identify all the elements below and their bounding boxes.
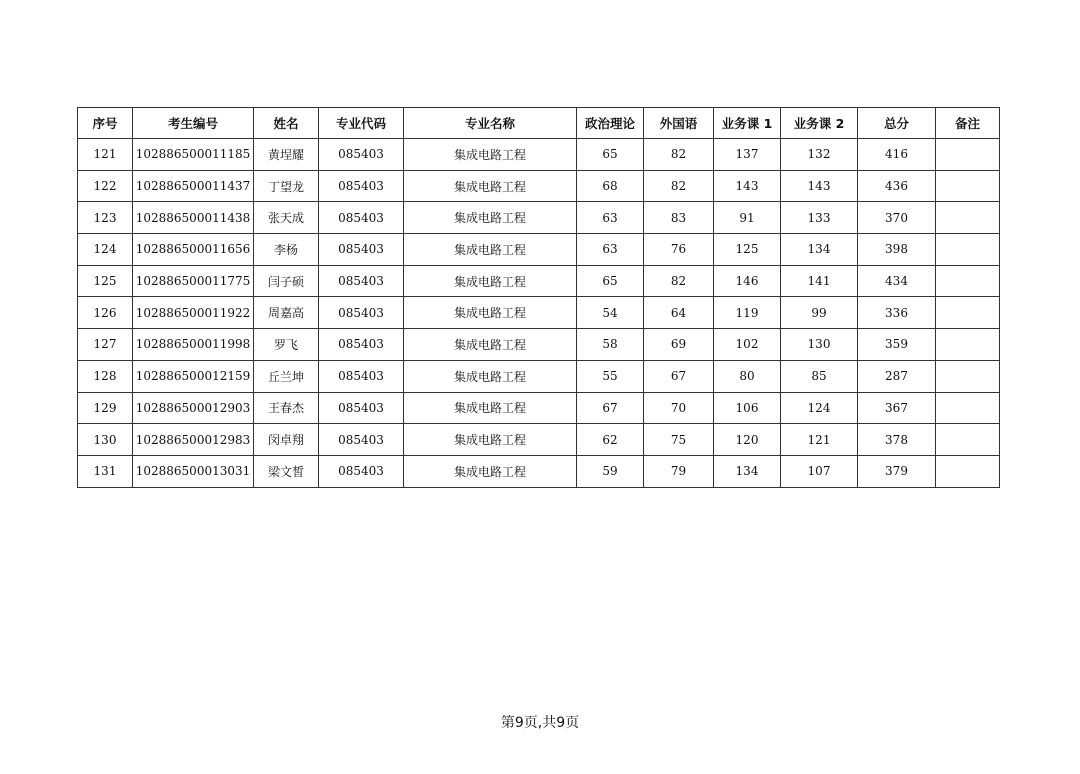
cell-candidate-id: 102886500012903 [133, 392, 254, 424]
cell-politics: 54 [577, 297, 644, 329]
cell-remarks [936, 329, 1000, 361]
table-row [78, 392, 1000, 424]
header-total: 总分 [858, 108, 936, 139]
cell-major-name: 集成电路工程 [404, 455, 577, 487]
cell-subject-2: 134 [781, 234, 858, 266]
cell-subject-2: 132 [781, 139, 858, 171]
cell-remarks [936, 139, 1000, 171]
cell-foreign-language: 82 [644, 139, 714, 171]
cell-politics: 59 [577, 455, 644, 487]
header-politics: 政治理论 [577, 108, 644, 139]
cell-politics: 67 [577, 392, 644, 424]
cell-total: 367 [858, 392, 936, 424]
table-row [78, 202, 1000, 234]
cell-subject-1: 137 [714, 139, 781, 171]
cell-name: 张天成 [254, 202, 319, 234]
table-row [78, 455, 1000, 487]
cell-total: 436 [858, 170, 936, 202]
cell-candidate-id: 102886500012983 [133, 424, 254, 456]
cell-politics: 65 [577, 139, 644, 171]
cell-total: 370 [858, 202, 936, 234]
table-row [78, 170, 1000, 202]
cell-major-name: 集成电路工程 [404, 297, 577, 329]
cell-major-code: 085403 [319, 139, 404, 171]
cell-candidate-id: 102886500012159 [133, 360, 254, 392]
cell-foreign-language: 76 [644, 234, 714, 266]
cell-foreign-language: 69 [644, 329, 714, 361]
table-row [78, 139, 1000, 171]
cell-candidate-id: 102886500011775 [133, 265, 254, 297]
cell-name: 黄埕耀 [254, 139, 319, 171]
cell-subject-1: 102 [714, 329, 781, 361]
cell-major-code: 085403 [319, 297, 404, 329]
header-foreign-language: 外国语 [644, 108, 714, 139]
cell-candidate-id: 102886500013031 [133, 455, 254, 487]
cell-candidate-id: 102886500011998 [133, 329, 254, 361]
cell-remarks [936, 170, 1000, 202]
table-row [78, 265, 1000, 297]
cell-foreign-language: 75 [644, 424, 714, 456]
cell-subject-2: 99 [781, 297, 858, 329]
cell-major-code: 085403 [319, 202, 404, 234]
cell-major-code: 085403 [319, 392, 404, 424]
cell-name: 丘兰坤 [254, 360, 319, 392]
cell-subject-1: 91 [714, 202, 781, 234]
header-remarks: 备注 [936, 108, 1000, 139]
cell-remarks [936, 424, 1000, 456]
cell-major-code: 085403 [319, 424, 404, 456]
cell-seq: 124 [78, 234, 133, 266]
cell-politics: 62 [577, 424, 644, 456]
cell-subject-1: 143 [714, 170, 781, 202]
cell-total: 379 [858, 455, 936, 487]
cell-seq: 122 [78, 170, 133, 202]
score-table [77, 107, 1000, 488]
header-major-code: 专业代码 [319, 108, 404, 139]
cell-subject-2: 121 [781, 424, 858, 456]
header-seq: 序号 [78, 108, 133, 139]
cell-major-name: 集成电路工程 [404, 265, 577, 297]
table-row [78, 234, 1000, 266]
cell-major-code: 085403 [319, 234, 404, 266]
cell-total: 336 [858, 297, 936, 329]
cell-name: 罗飞 [254, 329, 319, 361]
cell-major-code: 085403 [319, 329, 404, 361]
cell-total: 378 [858, 424, 936, 456]
cell-name: 闵卓翔 [254, 424, 319, 456]
cell-major-name: 集成电路工程 [404, 392, 577, 424]
cell-name: 梁文皙 [254, 455, 319, 487]
cell-seq: 129 [78, 392, 133, 424]
header-subject-1: 业务课 1 [714, 108, 781, 139]
cell-candidate-id: 102886500011437 [133, 170, 254, 202]
cell-major-name: 集成电路工程 [404, 202, 577, 234]
cell-remarks [936, 202, 1000, 234]
page-number: 第9页,共9页 [500, 715, 580, 731]
cell-foreign-language: 82 [644, 170, 714, 202]
cell-seq: 125 [78, 265, 133, 297]
header-name: 姓名 [254, 108, 319, 139]
cell-candidate-id: 102886500011185 [133, 139, 254, 171]
cell-name: 丁望龙 [254, 170, 319, 202]
cell-remarks [936, 265, 1000, 297]
cell-subject-1: 120 [714, 424, 781, 456]
header-major-name: 专业名称 [404, 108, 577, 139]
table-body [78, 139, 1000, 488]
cell-total: 287 [858, 360, 936, 392]
cell-major-name: 集成电路工程 [404, 360, 577, 392]
cell-politics: 55 [577, 360, 644, 392]
header-candidate-id: 考生编号 [133, 108, 254, 139]
cell-subject-2: 124 [781, 392, 858, 424]
cell-foreign-language: 79 [644, 455, 714, 487]
cell-seq: 131 [78, 455, 133, 487]
cell-remarks [936, 234, 1000, 266]
cell-seq: 123 [78, 202, 133, 234]
cell-total: 434 [858, 265, 936, 297]
cell-subject-1: 125 [714, 234, 781, 266]
cell-remarks [936, 297, 1000, 329]
cell-foreign-language: 70 [644, 392, 714, 424]
cell-subject-1: 119 [714, 297, 781, 329]
cell-foreign-language: 67 [644, 360, 714, 392]
cell-remarks [936, 360, 1000, 392]
cell-seq: 130 [78, 424, 133, 456]
cell-subject-1: 106 [714, 392, 781, 424]
table-row [78, 360, 1000, 392]
cell-major-code: 085403 [319, 360, 404, 392]
cell-total: 398 [858, 234, 936, 266]
cell-seq: 121 [78, 139, 133, 171]
cell-foreign-language: 82 [644, 265, 714, 297]
cell-seq: 128 [78, 360, 133, 392]
table-row [78, 297, 1000, 329]
table-row [78, 329, 1000, 361]
cell-subject-2: 141 [781, 265, 858, 297]
cell-politics: 63 [577, 234, 644, 266]
cell-candidate-id: 102886500011656 [133, 234, 254, 266]
cell-major-name: 集成电路工程 [404, 424, 577, 456]
cell-name: 李杨 [254, 234, 319, 266]
cell-name: 周嘉高 [254, 297, 319, 329]
cell-name: 闫子硕 [254, 265, 319, 297]
cell-subject-2: 133 [781, 202, 858, 234]
header-subject-2: 业务课 2 [781, 108, 858, 139]
cell-subject-2: 85 [781, 360, 858, 392]
cell-foreign-language: 83 [644, 202, 714, 234]
cell-major-code: 085403 [319, 455, 404, 487]
cell-politics: 65 [577, 265, 644, 297]
cell-politics: 58 [577, 329, 644, 361]
cell-total: 359 [858, 329, 936, 361]
cell-subject-2: 107 [781, 455, 858, 487]
cell-remarks [936, 392, 1000, 424]
cell-subject-2: 130 [781, 329, 858, 361]
cell-remarks [936, 455, 1000, 487]
cell-subject-2: 143 [781, 170, 858, 202]
table-header-row [78, 108, 1000, 139]
cell-name: 王春杰 [254, 392, 319, 424]
cell-seq: 126 [78, 297, 133, 329]
cell-subject-1: 146 [714, 265, 781, 297]
cell-subject-1: 134 [714, 455, 781, 487]
cell-major-code: 085403 [319, 170, 404, 202]
cell-total: 416 [858, 139, 936, 171]
table-row [78, 424, 1000, 456]
cell-major-name: 集成电路工程 [404, 234, 577, 266]
cell-major-name: 集成电路工程 [404, 139, 577, 171]
cell-major-code: 085403 [319, 265, 404, 297]
cell-candidate-id: 102886500011438 [133, 202, 254, 234]
cell-seq: 127 [78, 329, 133, 361]
cell-politics: 68 [577, 170, 644, 202]
cell-candidate-id: 102886500011922 [133, 297, 254, 329]
cell-major-name: 集成电路工程 [404, 170, 577, 202]
cell-foreign-language: 64 [644, 297, 714, 329]
cell-major-name: 集成电路工程 [404, 329, 577, 361]
cell-subject-1: 80 [714, 360, 781, 392]
cell-politics: 63 [577, 202, 644, 234]
